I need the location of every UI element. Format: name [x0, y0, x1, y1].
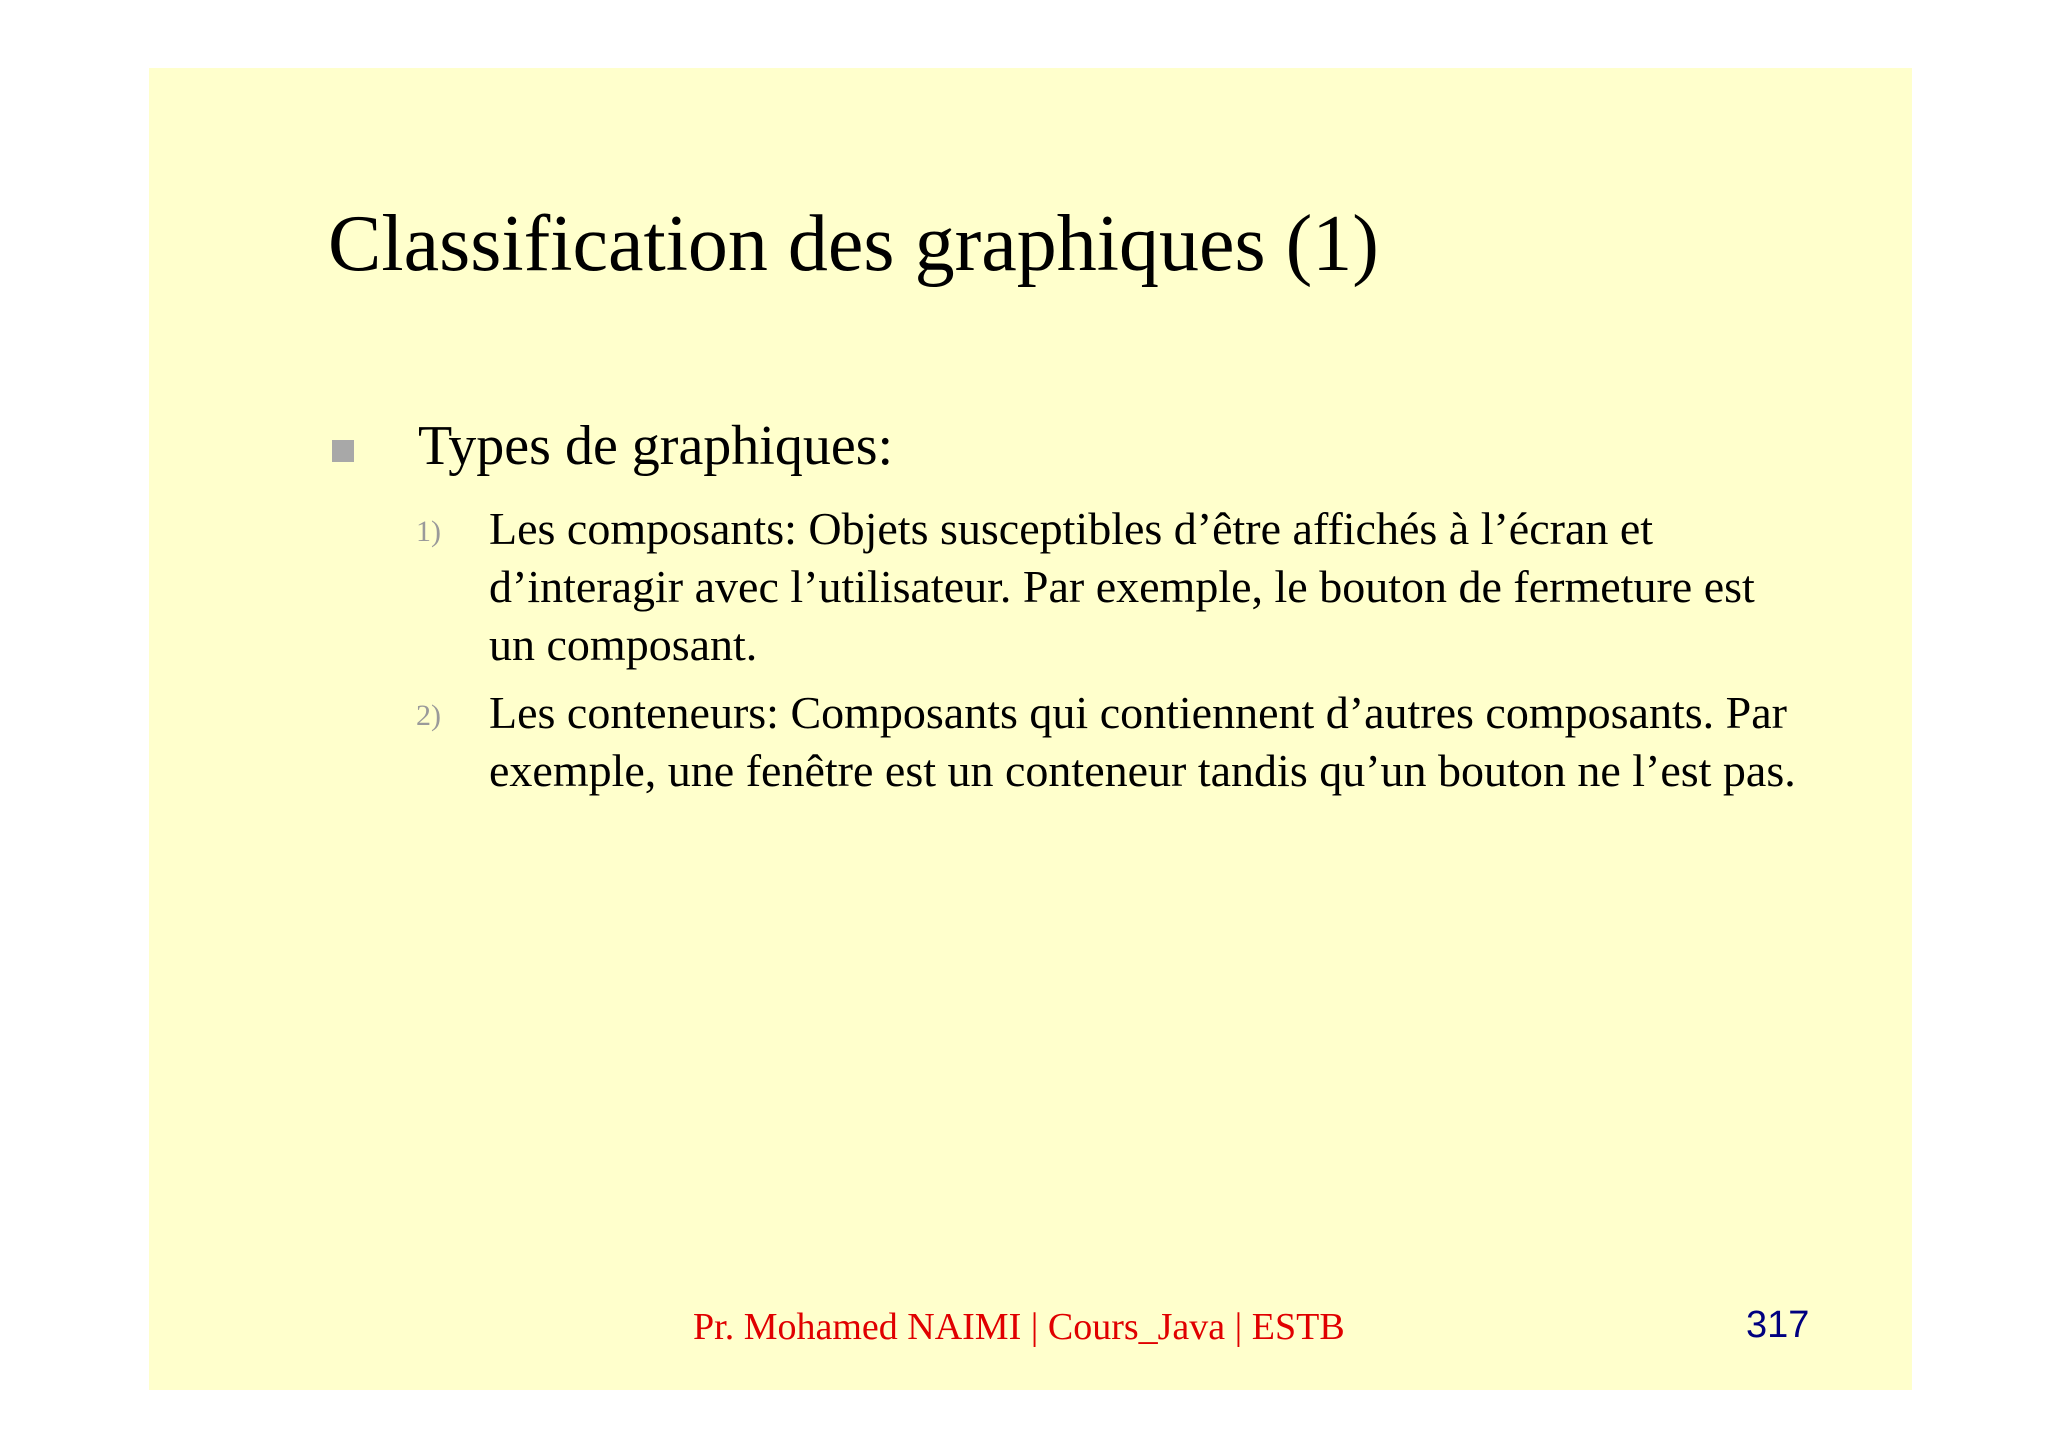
list-item-number: 2) — [416, 699, 441, 732]
square-bullet-icon — [332, 440, 354, 462]
list-item — [416, 500, 1806, 674]
list-item — [416, 684, 1806, 800]
page-number: 317 — [1746, 1304, 1810, 1346]
bullet-text: Types de graphiques: — [418, 415, 894, 477]
slide — [149, 68, 1912, 1390]
list-item-number: 1) — [416, 515, 441, 548]
slide-title: Classification des graphiques (1) — [328, 200, 1379, 288]
list-item-text: Les conteneurs: Composants qui contiennent d’autres composants. Par exemple, une fenêtre est un conteneur tandis qu’un bouton ne l’est pas. — [489, 687, 1796, 796]
footer-credit: Pr. Mohamed NAIMI | Cours_Java | ESTB — [693, 1306, 1345, 1348]
list-item-text: Les composants: Objets susceptibles d’être affichés à l’écran et d’interagir avec l’utilisateur. Par exemple, le bouton de fermeture est un composant. — [489, 503, 1755, 670]
sub-list — [416, 500, 1806, 810]
